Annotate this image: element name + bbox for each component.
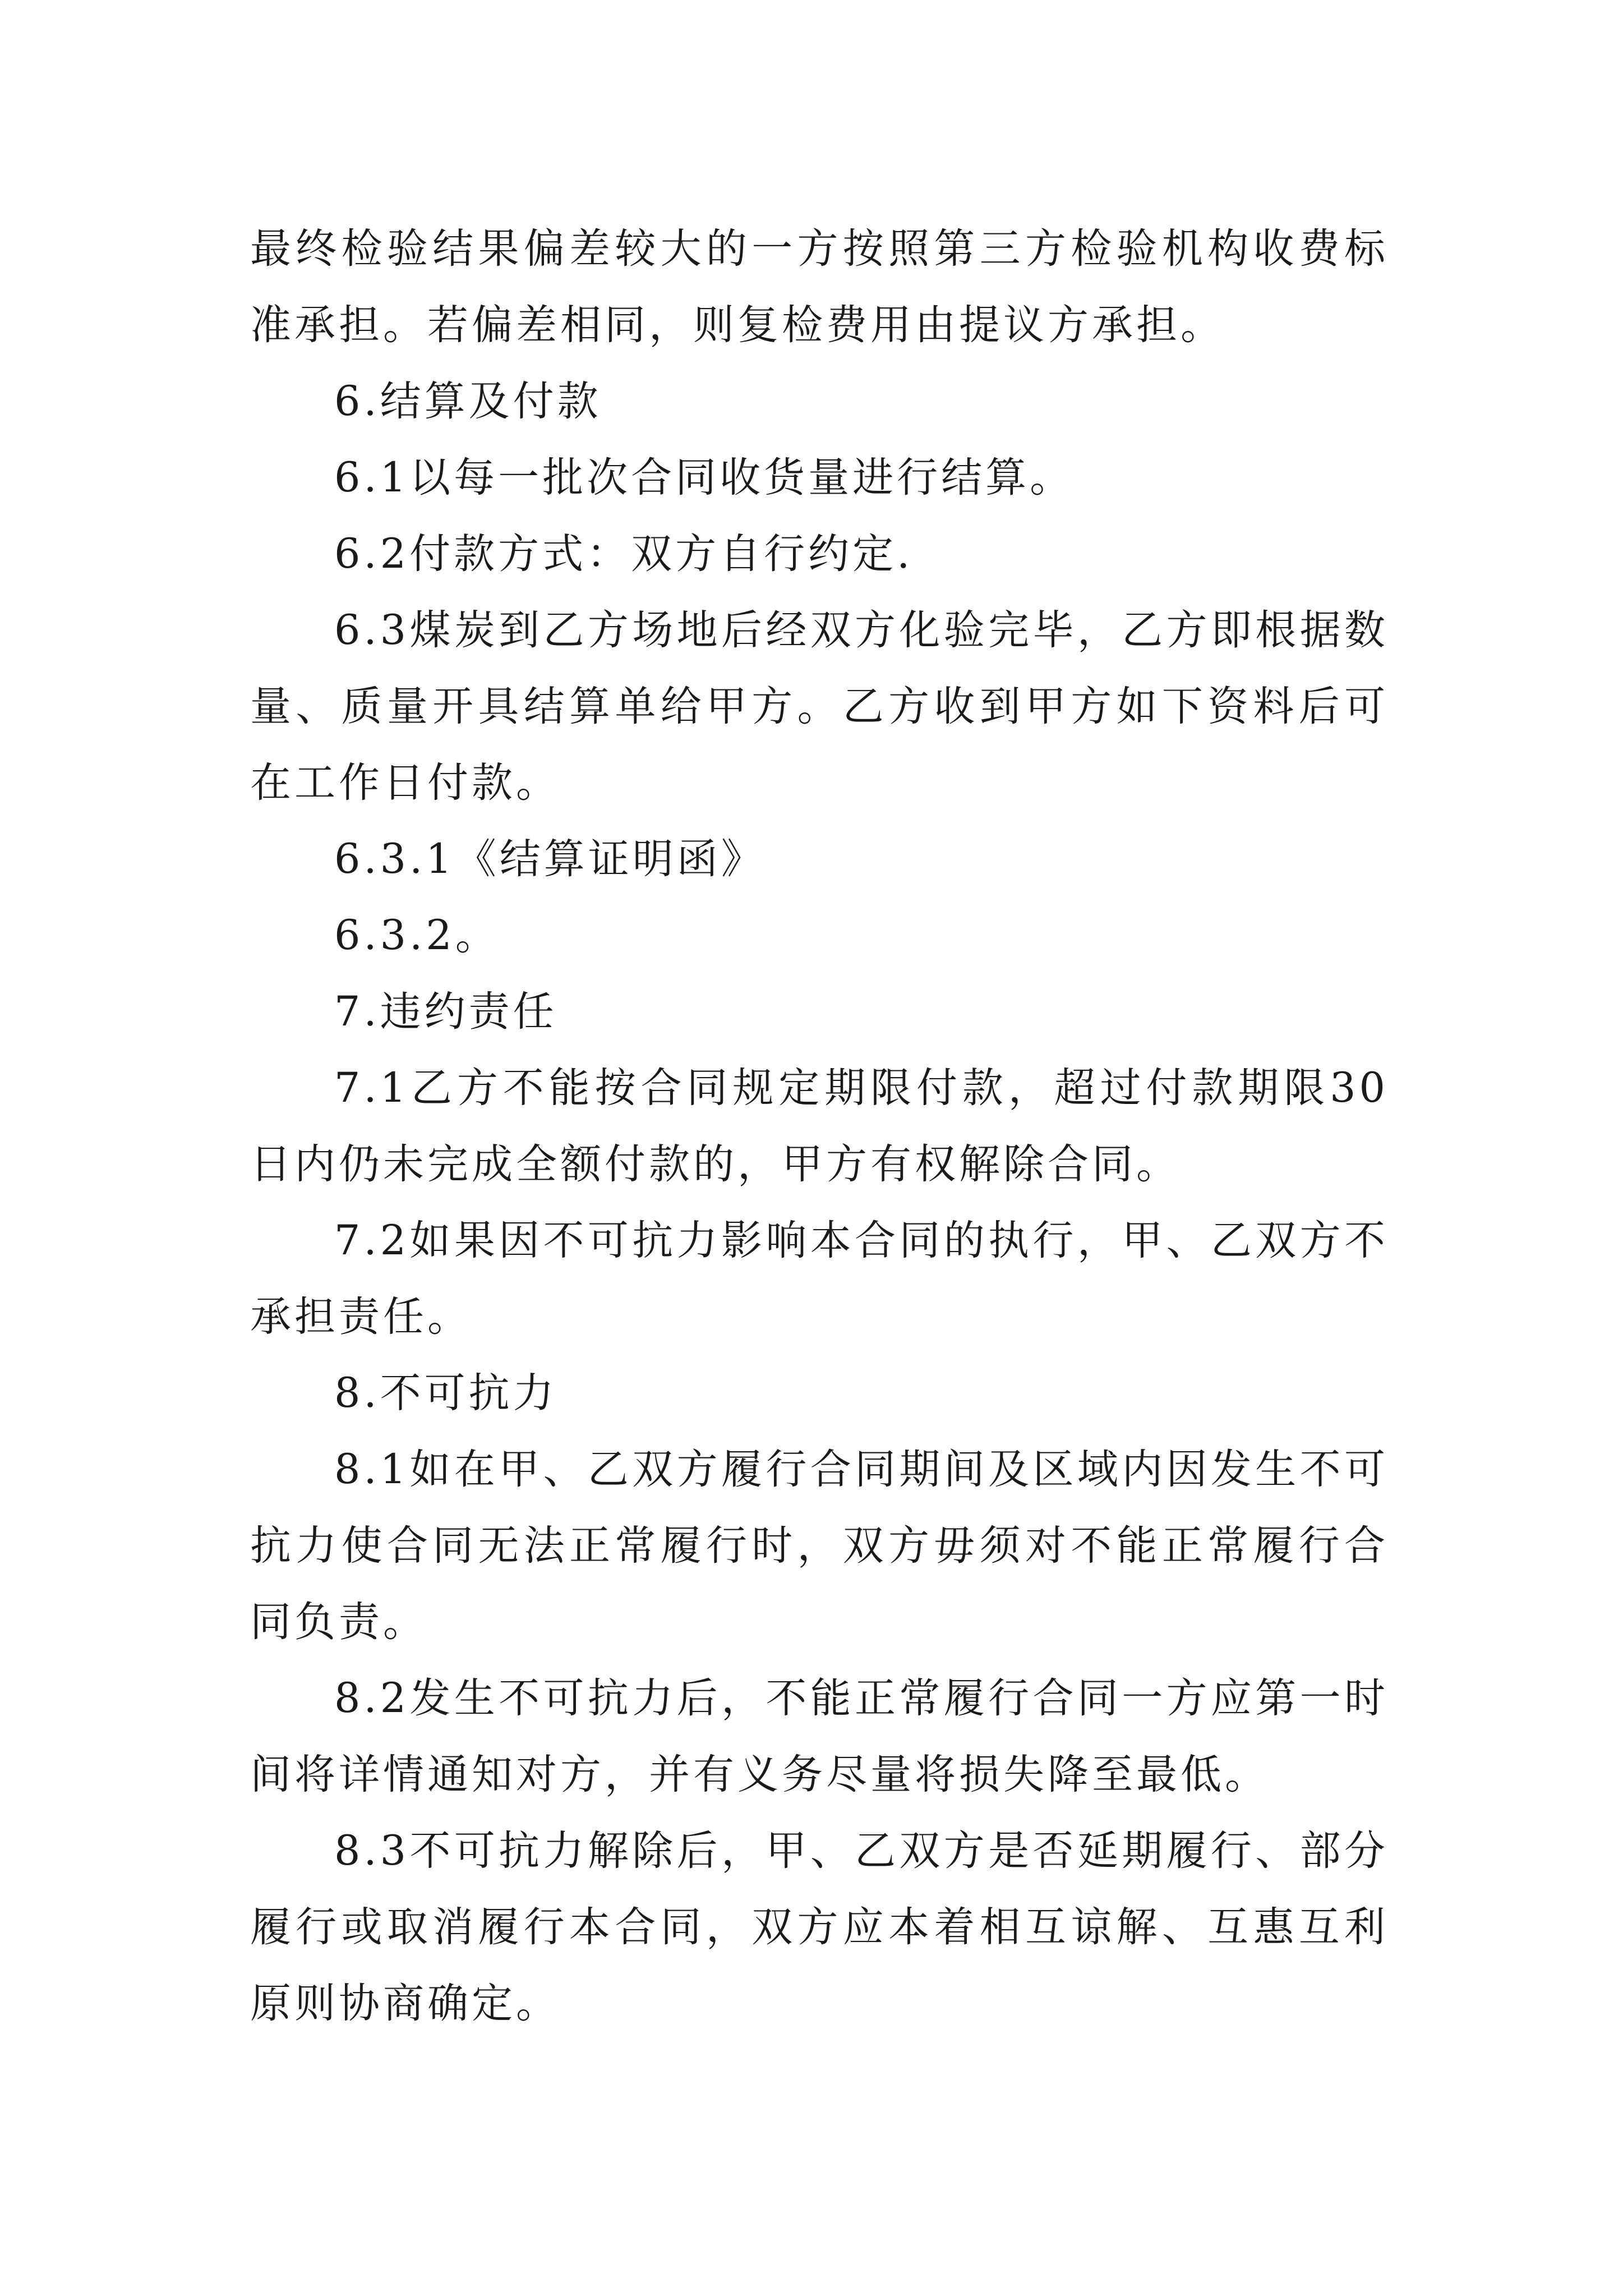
clause-6-1: 6.1以每一批次合同收货量进行结算。: [334, 454, 1075, 501]
clause-6-2: 6.2付款方式：双方自行约定.: [334, 530, 914, 578]
heading-settlement: 6.结算及付款: [334, 378, 602, 425]
paragraph-inspection-cost: 最终检验结果偏差较大的一方按照第三方检验机构收费标准承担。若偏差相同，则复检费用由提议方承担。: [250, 225, 1389, 349]
clause-8-2: 8.2发生不可抗力后，不能正常履行合同一方应第一时间将详情通知对方，并有义务尽量将损失降至最低。: [250, 1674, 1389, 1798]
clause-6-3: 6.3煤炭到乙方场地后经双方化验完毕，乙方即根据数量、质量开具结算单给甲方。乙方收到甲方如下资料后可在工作日付款。: [250, 606, 1389, 807]
heading-breach: 7.违约责任: [334, 988, 557, 1036]
clause-6-3-2: 6.3.2。: [334, 912, 500, 959]
clause-8-3: 8.3不可抗力解除后，甲、乙双方是否延期履行、部分履行或取消履行本合同，双方应本着相互谅解、互惠互利原则协商确定。: [250, 1827, 1389, 2027]
heading-force-majeure: 8.不可抗力: [334, 1369, 557, 1417]
document-body: [250, 211, 1389, 2042]
clause-7-1: 7.1乙方不能按合同规定期限付款，超过付款期限30日内仍未完成全额付款的，甲方有权解除合同。: [250, 1064, 1389, 1188]
clause-8-1: 8.1如在甲、乙双方履行合同期间及区域内因发生不可抗力使合同无法正常履行时，双方毋须对不能正常履行合同负责。: [250, 1446, 1389, 1646]
clause-7-2: 7.2如果因不可抗力影响本合同的执行，甲、乙双方不承担责任。: [250, 1217, 1389, 1341]
clause-6-3-1: 6.3.1《结算证明函》: [334, 835, 766, 883]
